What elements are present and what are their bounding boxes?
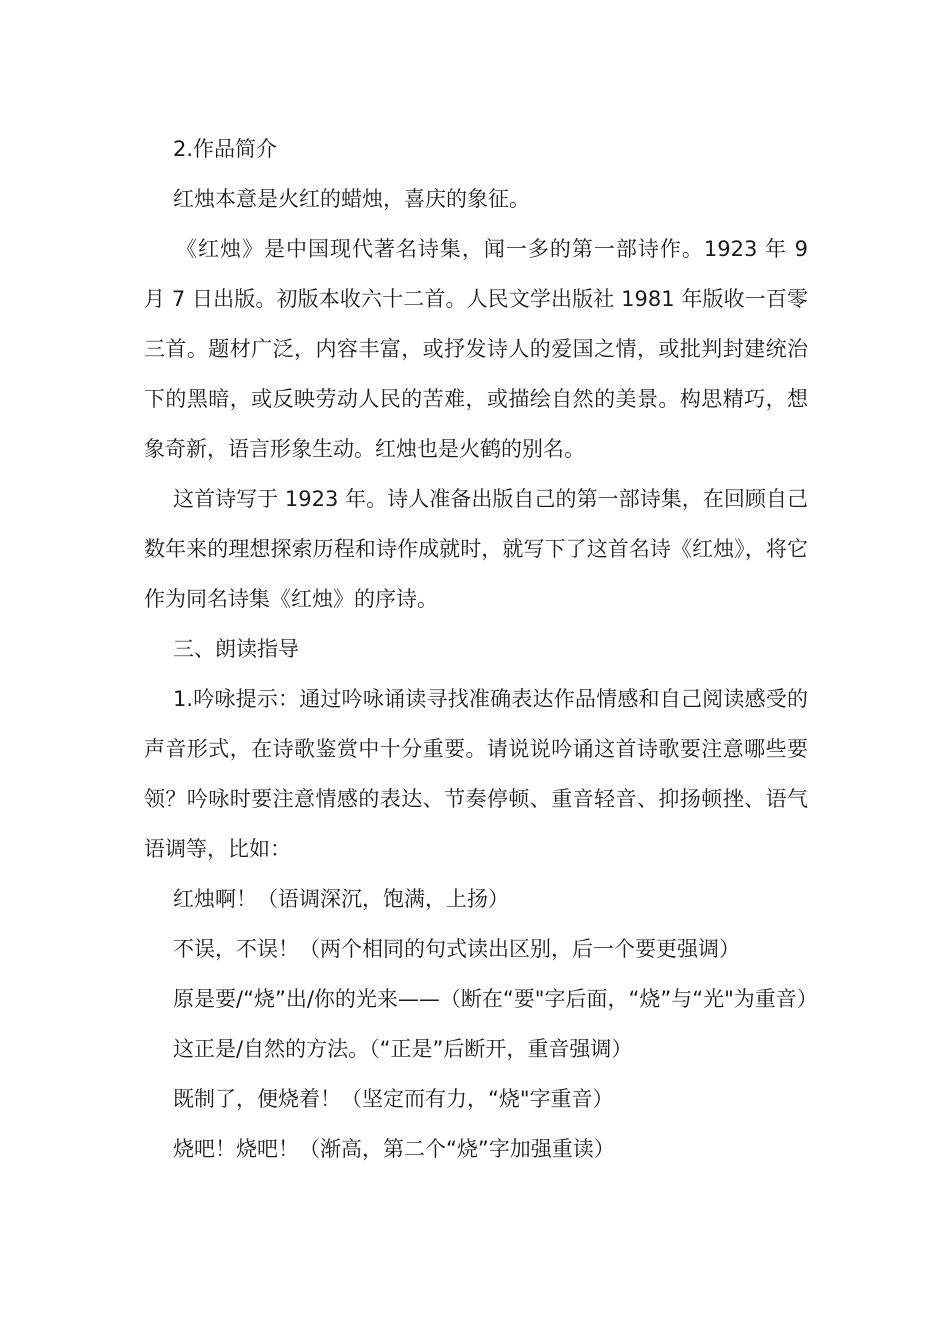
example-line-6: 烧吧！烧吧！（渐高，第二个“烧”字加强重读） [173,1137,615,1161]
paragraph-recitation-tips: 1.吟咏提示：通过吟咏诵读寻找准确表达作品情感和自己阅读感受的声音形式，在诗歌鉴赏中十分重要。请说说吟诵这首诗歌要注意哪些要领？吟咏时要注意情感的表达、节奏停顿、重音轻音、抑扬顿挫、语气语调等，比如： [144,687,808,861]
section-heading-work-intro: 2.作品简介 [173,137,278,161]
example-line-3: 原是要/“烧”出/你的光来——（断在“要"字后面，“烧”与“光"为重音） [173,987,818,1011]
paragraph-poem-background: 这首诗写于 1923 年。诗人准备出版自己的第一部诗集，在回顾自己数年来的理想探索历程和诗作成就时，就写下了这首名诗《红烛》，将它作为同名诗集《红烛》的序诗。 [144,487,808,611]
example-line-4: 这正是/自然的方法。（“正是”后断开，重音强调） [173,1037,633,1061]
example-line-2: 不误，不误！（两个相同的句式读出区别，后一个要更强调） [173,937,740,961]
paragraph-collection-intro: 《红烛》是中国现代著名诗集，闻一多的第一部诗作。1923 年 9 月 7 日出版。初版本收六十二首。人民文学出版社 1981 年版收一百零三首。题材广泛，内容丰富，或抒发诗人的爱国之情，或批判封建统治下的黑暗，或反映劳动人民的苦难，或描绘自然的美景。构思精巧，想象奇新，语言形象生动。红烛也是火鹤的别名。 [144,237,808,461]
example-line-5: 既制了，便烧着！（坚定而有力，“烧"字重音） [173,1087,614,1111]
paragraph-candle-meaning: 红烛本意是火红的蜡烛，喜庆的象征。 [173,187,530,211]
document-page [144,124,818,1174]
section-heading-reading-guide: 三、朗读指导 [173,637,299,661]
example-line-1: 红烛啊！（语调深沉，饱满，上扬） [173,887,509,911]
